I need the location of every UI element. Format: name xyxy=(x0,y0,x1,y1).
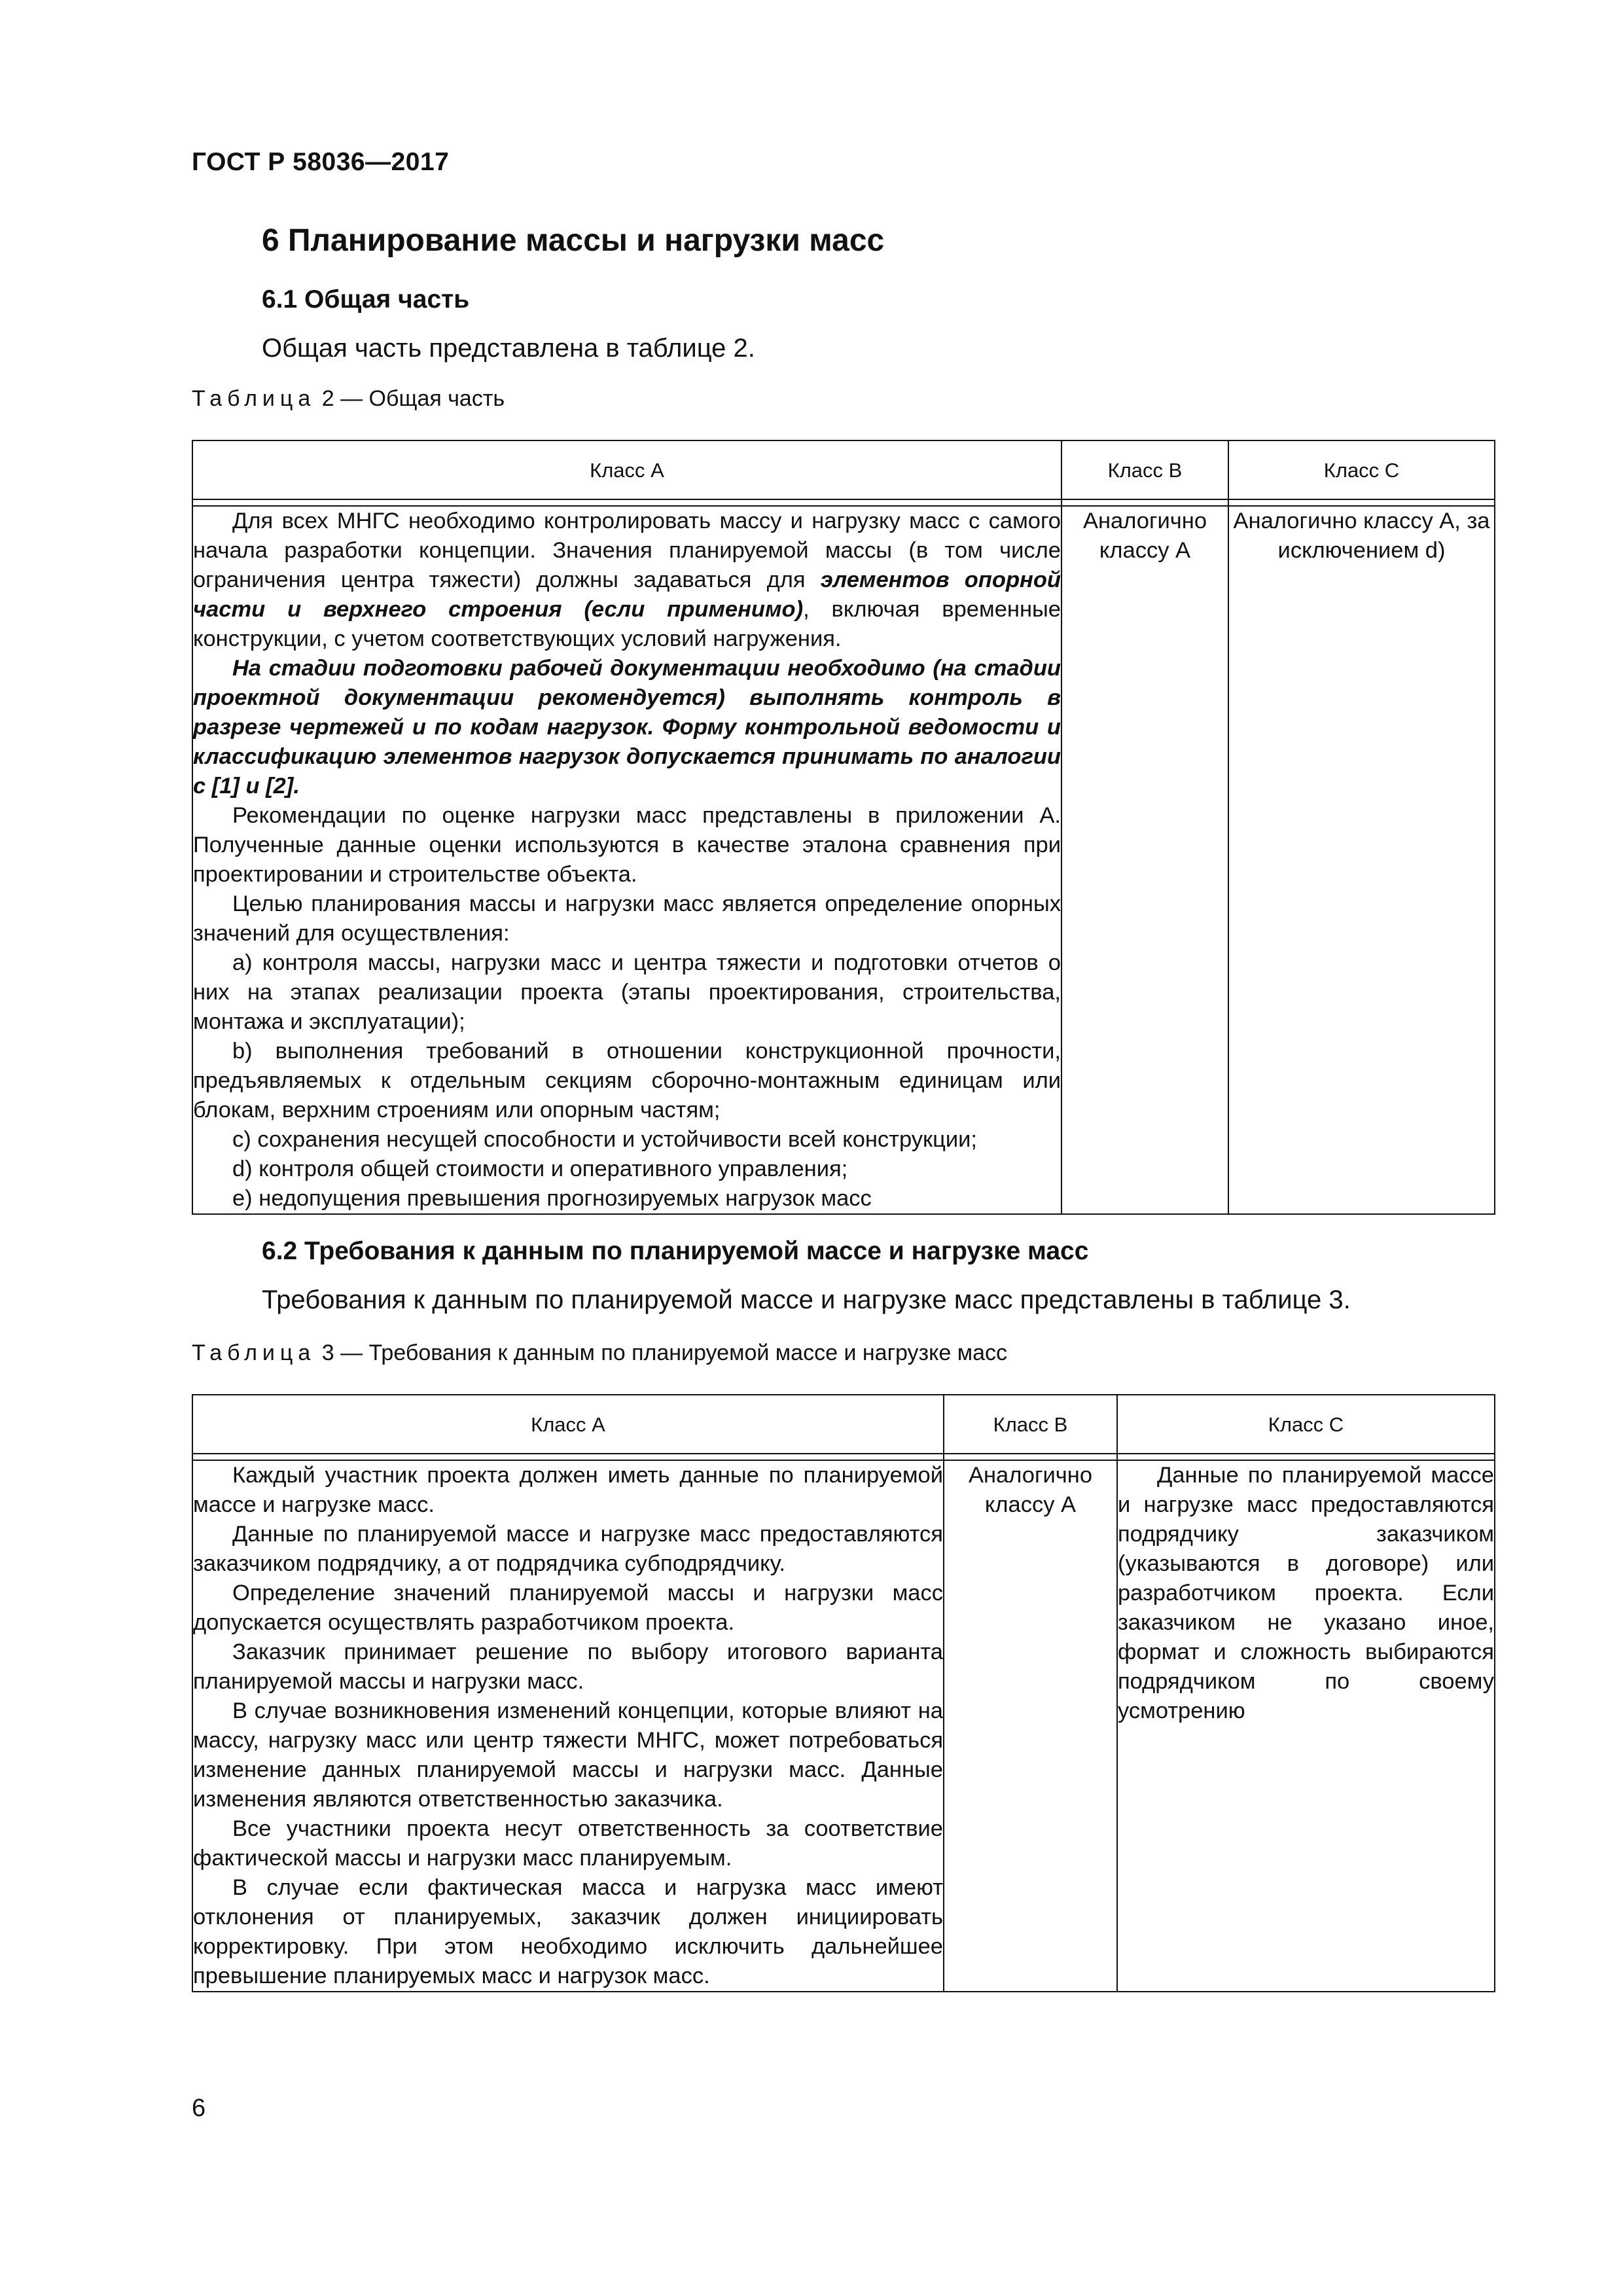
table-2-a-item-e: e) недопущения превышения прогнозируемых нагрузок масс xyxy=(232,1186,872,1211)
table-2-class-a-cell xyxy=(192,506,1061,1214)
table-2-a-paragraph-3: Рекомендации по оценке нагрузки масс представлены в приложении А. Полученные данные оценки используются в качестве эталона сравнения при проектировании и строительстве объекта. xyxy=(193,803,1061,887)
table-2-body-row xyxy=(192,506,1495,1214)
page-number: 6 xyxy=(192,2094,206,2122)
table-2-header-class-b: Класс В xyxy=(1061,440,1228,499)
table-3-a-paragraph-1: Каждый участник проекта должен иметь данные по планируемой массе и нагрузке масс. xyxy=(193,1463,943,1517)
table-2-caption xyxy=(192,386,505,412)
table-3-class-c-cell: Данные по планируемой массе и нагрузке масс предоставляются подрядчику заказчиком (указываются в договоре) или разработчиком проекта. Если заказчиком не указано иное, формат и сложность выбираются подрядчиком по своему усмотрению xyxy=(1117,1460,1495,1992)
table-3-body-row xyxy=(192,1460,1495,1992)
table-2-header-separator xyxy=(192,499,1495,506)
table-3-a-paragraph-5: В случае возникновения изменений концепции, которые влияют на массу, нагрузку масс или центр тяжести МНГС, может потребоваться изменение данных планируемой массы и нагрузки масс. Данные изменения являются ответственностью заказчика. xyxy=(193,1698,943,1812)
table-2 xyxy=(192,440,1495,1215)
table-3-class-a-cell xyxy=(192,1460,944,1992)
table-3-caption xyxy=(192,1340,1007,1366)
table-2-a-paragraph-1 xyxy=(193,507,1061,654)
table-3 xyxy=(192,1394,1495,1992)
table-2-a-item-b: b) выполнения требований в отношении конструкционной прочности, предъявляемых к отдельным секциям сборочно-монтажным единицам или блокам, верхним строениям или опорным частям; xyxy=(193,1039,1061,1122)
section-6-1-intro: Общая часть представлена в таблице 2. xyxy=(262,334,755,363)
table-3-header-class-a: Класс А xyxy=(192,1395,944,1454)
table-3-header-separator xyxy=(192,1454,1495,1460)
table-3-a-paragraph-7: В случае если фактическая масса и нагрузка масс имеют отклонения от планируемых, заказчик должен инициировать корректировку. При этом необходимо исключить дальнейшее превышение планируемых масс и нагрузок масс. xyxy=(193,1875,943,1988)
table-2-a-p1-start: Для всех МНГС необходимо контролировать массу и нагрузку масс с самого начала разработки концепции. Значения планируемой массы (в том числе ограничения центра тяжести) должны задаваться для xyxy=(193,509,1061,592)
table-2-a-item-c: c) сохранения несущей способности и устойчивости всей конструкции; xyxy=(232,1127,978,1152)
table-3-a-paragraph-6: Все участники проекта несут ответственность за соответствие фактической массы и нагрузки масс планируемым. xyxy=(193,1816,943,1871)
table-2-a-item-d: d) контроля общей стоимости и оперативного управления; xyxy=(232,1157,848,1181)
table-2-class-c-cell: Аналогично классу А, за исключением d) xyxy=(1228,506,1495,1214)
table-2-a-paragraph-2: На стадии подготовки рабочей документации необходимо (на стадии проектной документации рекомендуется) выполнять контроль в разрезе чертежей и по кодам нагрузок. Форму контрольной ведомости и классификацию элементов нагрузок допускается принимать по аналогии с [1] и [2]. xyxy=(193,656,1061,798)
table-3-a-paragraph-4: Заказчик принимает решение по выбору итогового варианта планируемой массы и нагрузки масс. xyxy=(193,1640,943,1694)
table-3-a-paragraph-3: Определение значений планируемой массы и нагрузки масс допускается осуществлять разработчиком проекта. xyxy=(193,1581,943,1635)
table-2-caption-label: Таблица xyxy=(192,386,316,411)
document-code: ГОСТ Р 58036—2017 xyxy=(192,148,450,176)
table-2-header-class-a: Класс А xyxy=(192,440,1061,499)
table-2-class-b-cell: Аналогично классу А xyxy=(1061,506,1228,1214)
table-2-header-row xyxy=(192,440,1495,499)
table-2-a-paragraph-4: Целью планирования массы и нагрузки масс является определение опорных значений для осуществления: xyxy=(193,891,1061,946)
table-3-header-class-c: Класс С xyxy=(1117,1395,1495,1454)
section-6-1-title: 6.1 Общая часть xyxy=(262,285,470,314)
section-6-2-title: 6.2 Требования к данным по планируемой массе и нагрузке масс xyxy=(262,1237,1089,1265)
table-2-a-p1-bold: элементов опорной части и верхнего строения (если применимо) xyxy=(193,567,1061,622)
table-2-caption-text: 2 — Общая часть xyxy=(315,386,505,411)
table-3-class-b-cell: Аналогично классу А xyxy=(944,1460,1117,1992)
table-3-caption-label: Таблица xyxy=(192,1340,316,1365)
table-2-a-p1-end: , включая временные конструкции, с учетом соответствующих условий нагружения. xyxy=(193,597,1061,651)
table-3-header-class-b: Класс В xyxy=(944,1395,1117,1454)
section-6-2-intro: Требования к данным по планируемой массе и нагрузке масс представлены в таблице 3. xyxy=(262,1285,1351,1314)
table-3-a-paragraph-2: Данные по планируемой массе и нагрузке масс предоставляются заказчиком подрядчику, а от подрядчика субподрядчику. xyxy=(193,1522,943,1576)
table-3-header-row xyxy=(192,1395,1495,1454)
table-3-caption-text: 3 — Требования к данным по планируемой массе и нагрузке масс xyxy=(315,1340,1007,1365)
table-2-header-class-c: Класс С xyxy=(1228,440,1495,499)
table-2-a-item-a: a) контроля массы, нагрузки масс и центра тяжести и подготовки отчетов о них на этапах реализации проекта (этапы проектирования, строительства, монтажа и эксплуатации); xyxy=(193,950,1061,1034)
section-6-title: 6 Планирование массы и нагрузки масс xyxy=(262,223,885,258)
